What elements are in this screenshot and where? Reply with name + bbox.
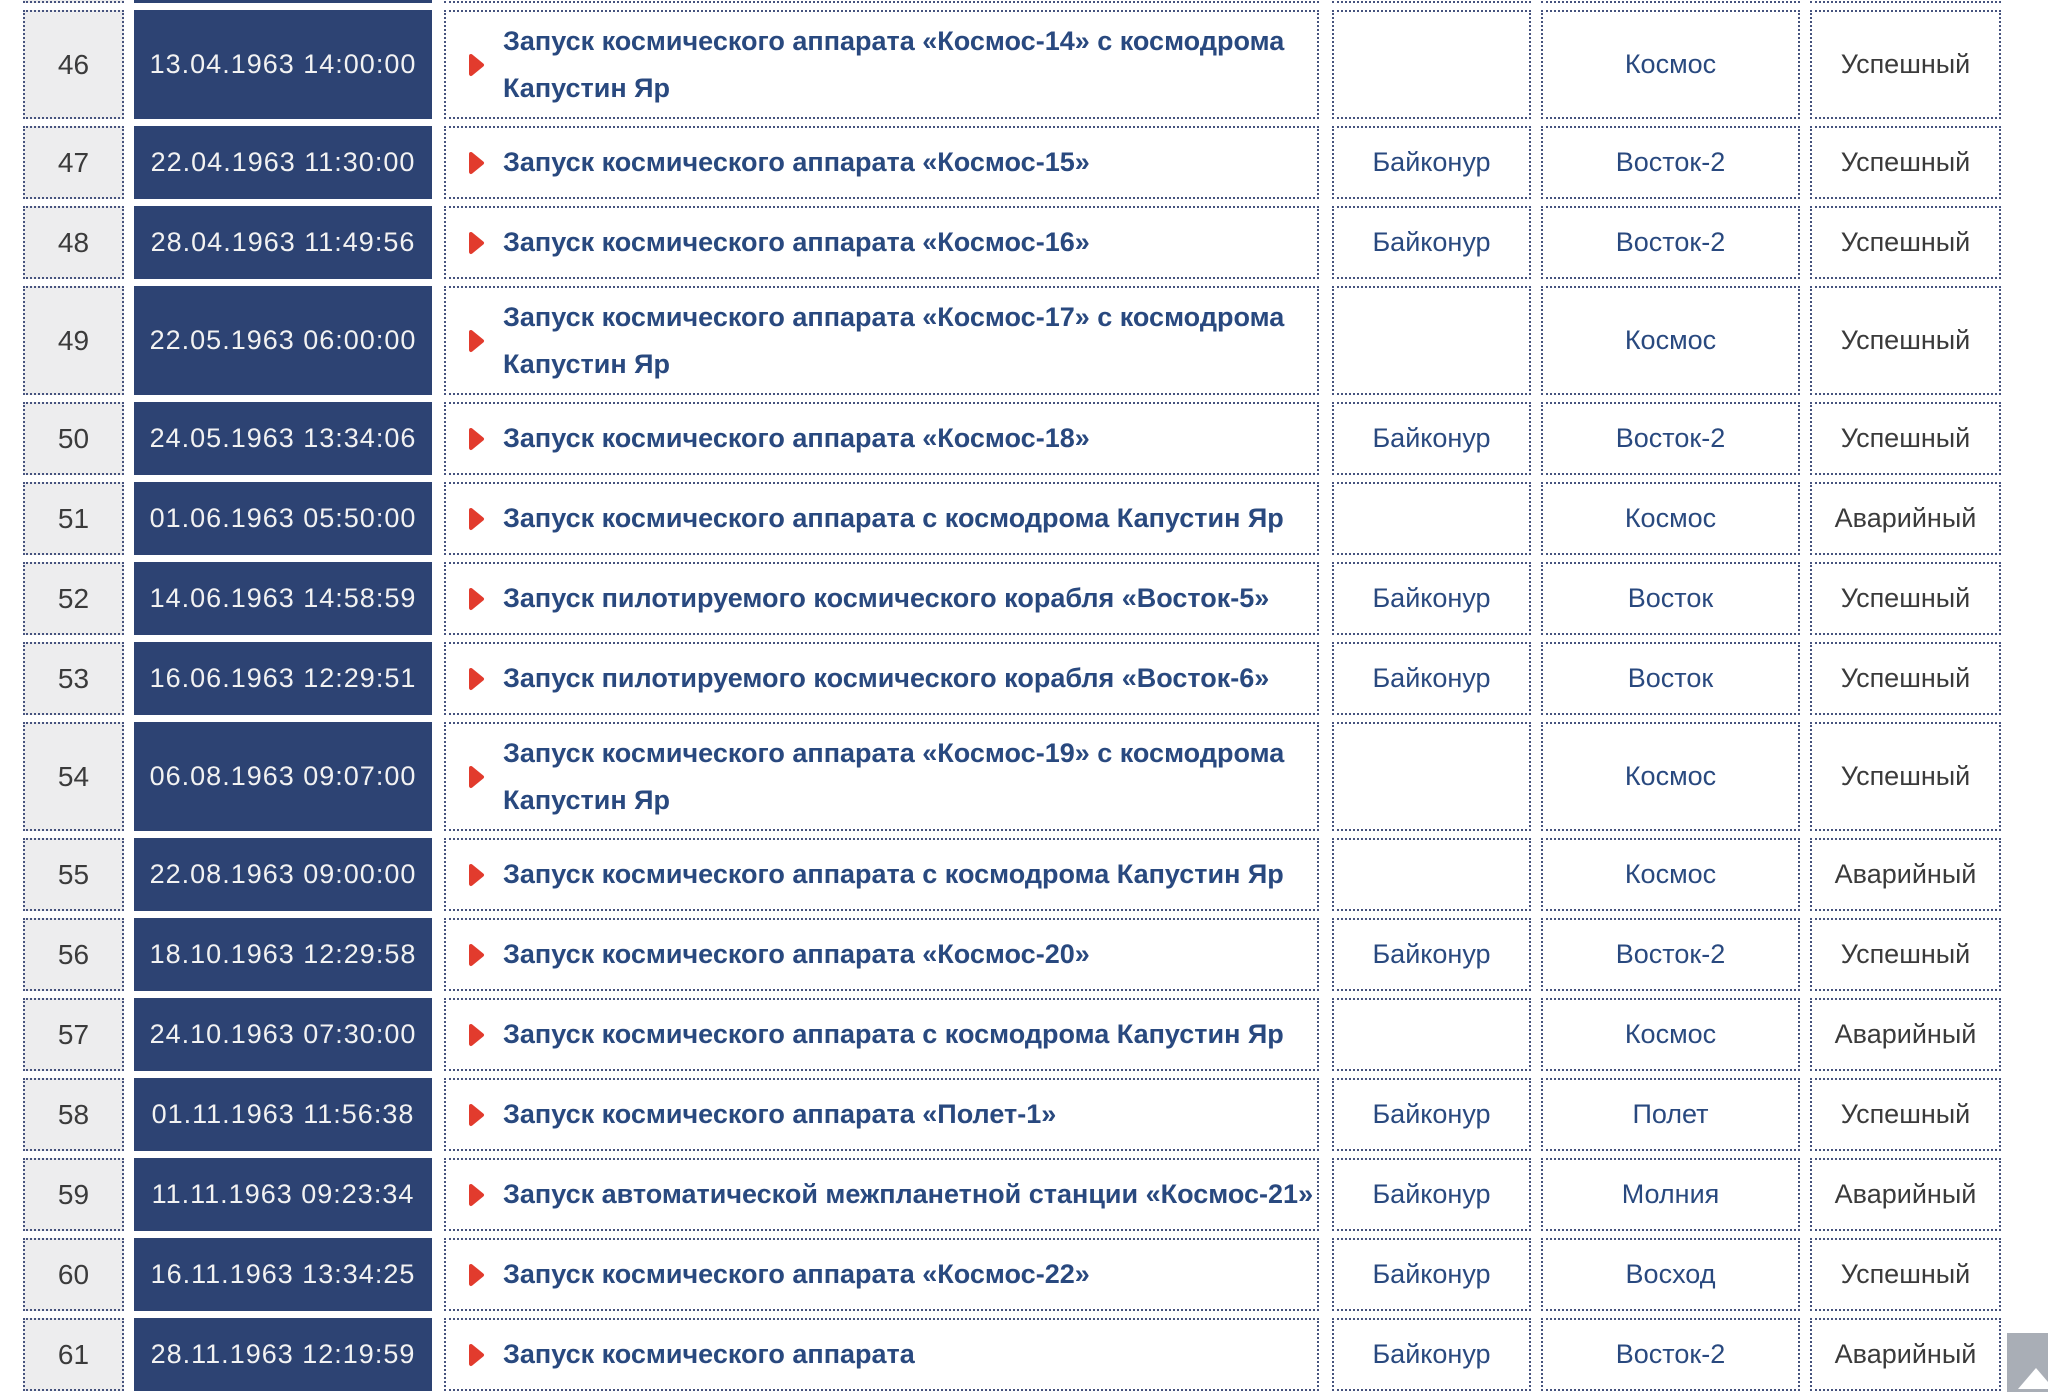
launch-status-cell: Успешный [1810,206,2001,279]
row-number-cell: 61 [23,1318,124,1391]
launch-status-cell: Успешный [1810,562,2001,635]
launch-status-cell: Успешный [1810,126,2001,199]
row-number-cell: 48 [23,206,124,279]
launch-site-cell [1332,838,1531,911]
launch-status-cell: Успешный [1810,286,2001,395]
row-number-cell: 46 [23,10,124,119]
launch-title-cell [444,562,1319,635]
table-row [0,918,2048,991]
launch-title-link[interactable]: Запуск космического аппарата «Космос-20» [503,939,1090,969]
rocket-name-cell: Космос [1541,482,1800,555]
red-play-arrow-icon [468,1343,485,1367]
chevron-up-icon [2018,1368,2048,1389]
red-play-arrow-icon [468,329,485,353]
launch-datetime-cell: 22.05.1963 06:00:00 [134,286,432,395]
launch-title-link[interactable]: Запуск космического аппарата с космодрома Капустин Яр [503,503,1284,533]
launch-title-cell [444,838,1319,911]
launch-site-cell: Байконур [1332,126,1531,199]
table-row [0,1158,2048,1231]
rocket-name-cell: Космос [1541,286,1800,395]
launch-site-cell [1332,0,1531,3]
launch-site-cell: Байконур [1332,918,1531,991]
rocket-name-cell: Космос [1541,998,1800,1071]
scroll-to-top-button[interactable] [2007,1333,2048,1392]
rocket-name-cell [1541,0,1800,3]
launch-title-cell [444,1158,1319,1231]
launch-title-cell [444,402,1319,475]
table-row [0,838,2048,911]
launch-site-cell: Байконур [1332,402,1531,475]
red-play-arrow-icon [468,1103,485,1127]
launch-title-link[interactable]: Запуск космического аппарата «Космос-17» с космодрома Капустин Яр [503,301,1285,379]
launch-datetime-cell: 14.06.1963 14:58:59 [134,562,432,635]
launch-title-link[interactable]: Запуск пилотируемого космического корабля «Восток-6» [503,663,1270,693]
red-play-arrow-icon [468,1263,485,1287]
launch-site-cell: Байконур [1332,1238,1531,1311]
rocket-name-cell: Восход [1541,1238,1800,1311]
launch-title-cell [444,642,1319,715]
rocket-name-cell: Космос [1541,722,1800,831]
launch-datetime-cell: 22.04.1963 11:30:00 [134,126,432,199]
row-number-cell: 47 [23,126,124,199]
launch-datetime-cell: 22.08.1963 09:00:00 [134,838,432,911]
table-row [0,1238,2048,1311]
table-row [0,998,2048,1071]
table-row [0,482,2048,555]
launch-site-cell: Байконур [1332,562,1531,635]
launch-site-cell [1332,286,1531,395]
table-row [0,1318,2048,1391]
row-number-cell: 53 [23,642,124,715]
rocket-name-cell: Восток-2 [1541,1318,1800,1391]
launch-title-link[interactable]: Запуск пилотируемого космического корабля «Восток-5» [503,583,1270,613]
red-play-arrow-icon [468,151,485,175]
row-number-cell: 51 [23,482,124,555]
launch-site-cell: Байконур [1332,642,1531,715]
launch-title-link[interactable]: Запуск космического аппарата «Космос-22» [503,1259,1090,1289]
launch-datetime-cell: 01.06.1963 05:50:00 [134,482,432,555]
row-number-cell [23,0,124,3]
launch-datetime-cell: 01.11.1963 11:56:38 [134,1078,432,1151]
rocket-name-cell: Восток-2 [1541,918,1800,991]
launch-title-cell [444,0,1319,3]
table-row [0,402,2048,475]
launch-datetime-cell [134,0,432,3]
row-number-cell: 59 [23,1158,124,1231]
launch-title-cell [444,482,1319,555]
launch-site-cell: Байконур [1332,206,1531,279]
launch-site-cell [1332,998,1531,1071]
row-number-cell: 52 [23,562,124,635]
rocket-name-cell: Восток-2 [1541,206,1800,279]
launch-title-link[interactable]: Запуск космического аппарата «Космос-15» [503,147,1090,177]
rocket-name-cell: Восток [1541,562,1800,635]
launch-status-cell: Успешный [1810,1078,2001,1151]
table-row [0,722,2048,831]
red-play-arrow-icon [468,427,485,451]
table-row [0,10,2048,119]
launch-title-cell [444,1078,1319,1151]
row-number-cell: 58 [23,1078,124,1151]
launch-title-link[interactable]: Запуск автоматической межпланетной станции «Космос-21» [503,1179,1314,1209]
launch-status-cell: Успешный [1810,722,2001,831]
launch-title-cell [444,286,1319,395]
launch-site-cell: Байконур [1332,1078,1531,1151]
launch-status-cell: Аварийный [1810,1158,2001,1231]
row-number-cell: 54 [23,722,124,831]
launch-title-link[interactable]: Запуск космического аппарата «Космос-16» [503,227,1090,257]
row-number-cell: 49 [23,286,124,395]
red-play-arrow-icon [468,863,485,887]
rocket-name-cell: Космос [1541,838,1800,911]
rocket-name-cell: Восток-2 [1541,402,1800,475]
launch-title-link[interactable]: Запуск космического аппарата «Космос-19» с космодрома Капустин Яр [503,737,1285,815]
red-play-arrow-icon [468,667,485,691]
launch-datetime-cell: 06.08.1963 09:07:00 [134,722,432,831]
launch-title-cell [444,1238,1319,1311]
launch-datetime-cell: 18.10.1963 12:29:58 [134,918,432,991]
launch-title-link[interactable]: Запуск космического аппарата с космодрома Капустин Яр [503,859,1284,889]
launch-title-cell [444,10,1319,119]
launch-site-cell: Байконур [1332,1158,1531,1231]
launch-site-cell [1332,10,1531,119]
launch-status-cell [1810,0,2001,3]
table-row [0,126,2048,199]
launch-title-cell [444,1318,1319,1391]
row-number-cell: 60 [23,1238,124,1311]
launch-site-cell [1332,722,1531,831]
launch-datetime-cell: 28.04.1963 11:49:56 [134,206,432,279]
launch-datetime-cell: 24.05.1963 13:34:06 [134,402,432,475]
launch-title-link[interactable]: Запуск космического аппарата «Полет-1» [503,1099,1057,1129]
launch-datetime-cell: 13.04.1963 14:00:00 [134,10,432,119]
red-play-arrow-icon [468,765,485,789]
red-play-arrow-icon [468,507,485,531]
row-number-cell: 55 [23,838,124,911]
launch-title-link[interactable]: Запуск космического аппарата «Космос-14» с космодрома Капустин Яр [503,25,1285,103]
red-play-arrow-icon [468,231,485,255]
red-play-arrow-icon [468,1183,485,1207]
red-play-arrow-icon [468,53,485,77]
launch-status-cell: Аварийный [1810,482,2001,555]
launch-title-cell [444,722,1319,831]
table-row [0,642,2048,715]
launch-status-cell: Успешный [1810,10,2001,119]
table-row [0,1078,2048,1151]
launch-datetime-cell: 24.10.1963 07:30:00 [134,998,432,1071]
rocket-name-cell: Восток [1541,642,1800,715]
launch-status-cell: Успешный [1810,918,2001,991]
launch-title-cell [444,998,1319,1071]
launch-status-cell: Аварийный [1810,838,2001,911]
launch-title-link[interactable]: Запуск космического аппарата «Космос-18» [503,423,1090,453]
table-row [0,206,2048,279]
launch-status-cell: Аварийный [1810,1318,2001,1391]
rocket-name-cell: Полет [1541,1078,1800,1151]
rocket-name-cell: Восток-2 [1541,126,1800,199]
launch-site-cell: Байконур [1332,1318,1531,1391]
row-number-cell: 57 [23,998,124,1071]
launch-datetime-cell: 16.06.1963 12:29:51 [134,642,432,715]
launch-status-cell: Успешный [1810,1238,2001,1311]
rocket-name-cell: Космос [1541,10,1800,119]
launch-datetime-cell: 11.11.1963 09:23:34 [134,1158,432,1231]
row-number-cell: 50 [23,402,124,475]
table-row [0,562,2048,635]
launch-datetime-cell: 28.11.1963 12:19:59 [134,1318,432,1391]
table-row [0,286,2048,395]
launch-status-cell: Успешный [1810,402,2001,475]
launch-site-cell [1332,482,1531,555]
red-play-arrow-icon [468,1023,485,1047]
launch-title-link[interactable]: Запуск космического аппарата с космодрома Капустин Яр [503,1019,1284,1049]
launch-title-cell [444,206,1319,279]
partial-previous-row [0,0,2048,3]
launch-datetime-cell: 16.11.1963 13:34:25 [134,1238,432,1311]
launch-status-cell: Успешный [1810,642,2001,715]
launch-title-cell [444,918,1319,991]
launch-status-cell: Аварийный [1810,998,2001,1071]
red-play-arrow-icon [468,943,485,967]
row-number-cell: 56 [23,918,124,991]
red-play-arrow-icon [468,587,485,611]
launch-title-link[interactable]: Запуск космического аппарата [503,1339,915,1369]
launch-title-cell [444,126,1319,199]
rocket-name-cell: Молния [1541,1158,1800,1231]
